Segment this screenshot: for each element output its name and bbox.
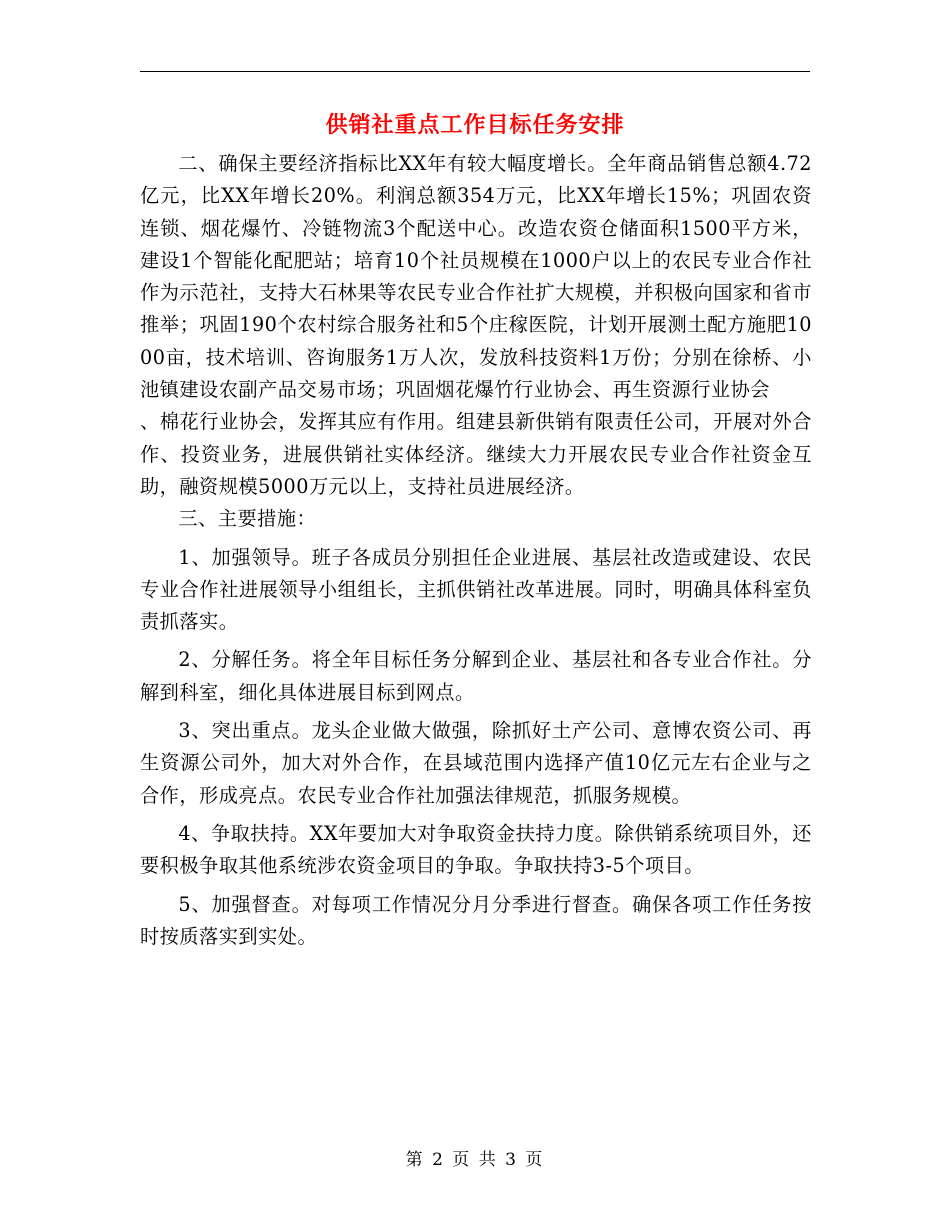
measure-item-supervision: 5、加强督查。对每项工作情况分月分季进行督查。确保各项工作任务按时按质落实到实处。 [140, 892, 812, 948]
document-title: 供销社重点工作目标任务安排 [325, 112, 625, 138]
measure-item-support: 4、争取扶持。XX年要加大对争取资金扶持力度。除供销系统项目外，还要积极争取其他系统涉农资金项目的争取。争取扶持3-5个项目。 [140, 821, 812, 878]
paragraph-economic-targets: 二、确保主要经济指标比XX年有较大幅度增长。全年商品销售总额4.72亿元，比XX年增长20%。利润总额354万元，比XX年增长15%；巩固农资连锁、烟花爆竹、冷链物流3个配送中心。改造农资仓储面积1500平方米，建设1个智能化配肥站；培育10个社员规模在1000户以上的农民专业合作社作为示范社，支持大石林果等农民专业合作社扩大规模，并积极向国家和省市推举；巩固190个农村综合服务社和5个庄稼医院，计划开展测土配方施肥1000亩，技术培训、咨询服务1万人次，发放科技资料1万份；分别在徐桥、小池镇建设农副产品交易市场；巩固烟花爆竹行业协会、再生资源行业协会 [140, 152, 812, 402]
header-rule [140, 71, 810, 72]
measure-item-leadership: 1、加强领导。班子各成员分别担任企业进展、基层社改造或建设、农民专业合作社进展领导小组组长，主抓供销社改革进展。同时，明确具体科室负责抓落实。 [140, 545, 812, 634]
paragraph-economic-targets-continued: 、棉花行业协会，发挥其应有作用。组建县新供销有限责任公司，开展对外合作、投资业务，进展供销社实体经济。继续大力开展农民专业合作社资金互助，融资规模5000万元以上，支持社员进展经济。 [140, 410, 812, 498]
measure-item-key-focus: 3、突出重点。龙头企业做大做强，除抓好土产公司、意博农资公司、再生资源公司外，加大对外合作，在县域范围内选择产值10亿元左右企业与之合作，形成亮点。农民专业合作社加强法律规范，抓服务规模。 [140, 719, 812, 807]
section-heading-measures: 三、主要措施： [178, 507, 317, 531]
page-number-footer: 第 2 页 共 3 页 [405, 1150, 545, 1170]
document-body [140, 148, 812, 953]
measure-item-task-breakdown: 2、分解任务。将全年目标任务分解到企业、基层社和各专业合作社。分解到科室，细化具体进展目标到网点。 [140, 648, 812, 704]
